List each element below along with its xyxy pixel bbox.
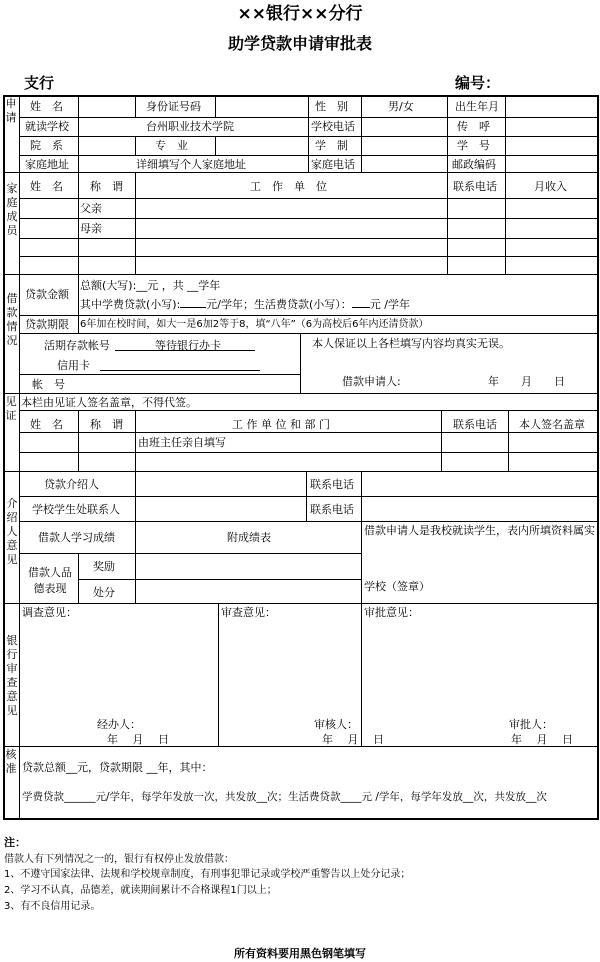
sex-value: 男/女	[388, 100, 414, 113]
witness-sign-label: 本人签名盖章	[519, 418, 585, 431]
contact-label: 学校学生处联系人	[32, 503, 120, 516]
guarantee-text: 本人保证以上各栏填写内容均真实无误。	[312, 337, 510, 350]
branch-label: 支行	[24, 74, 55, 92]
loan-amount-label: 贷款金额	[25, 288, 69, 301]
family-name-label: 姓 名	[30, 180, 63, 193]
notes-item-1: 1、不遵守国家法律、法规和学校规章制度，有刑事犯罪记录或学校严重警告以上处分记录；	[4, 869, 411, 880]
birth-label: 出生年月	[455, 100, 499, 113]
side-witness: 见证	[5, 395, 17, 422]
length-label: 学 制	[315, 139, 348, 152]
postcode-label: 邮政编码	[452, 158, 496, 171]
name-label: 姓 名	[30, 100, 63, 113]
side-family: 家庭成员	[6, 182, 18, 237]
school-note: 借款申请人是我校就读学生，表内所填资料属实	[364, 524, 595, 537]
account-value: 等待银行办卡	[155, 339, 221, 352]
approve-line2: 学费贷款______元/学年，每学年发放一次，共发放__次；生活费贷款____元 /学年，每学年发放__次，共发放__次	[22, 791, 547, 803]
father-label: 父亲	[80, 202, 102, 215]
side-applicant: 申请	[5, 97, 17, 124]
footer-note: 所有资料要用黑色钢笔填写	[234, 947, 366, 960]
survey-label: 调查意见：	[22, 606, 77, 619]
side-intro: 介绍人意见	[6, 497, 18, 566]
notes-title: 注：	[4, 836, 26, 849]
sex-label: 性 别	[315, 100, 348, 113]
loan-fees-line: 其中学费贷款(小写): 元/学年；生活费贷款(小写）： 元 /学年	[80, 298, 410, 311]
reviewer-label: 审核人：	[314, 718, 358, 731]
approver-label: 审批人：	[509, 718, 553, 731]
dept-label: 院 系	[30, 139, 63, 152]
reviewer-date: 年 月 日	[322, 733, 384, 746]
side-loan: 借款情况	[6, 292, 18, 347]
handler-date: 年 月 日	[107, 733, 169, 746]
number-label: 编号：	[455, 74, 501, 92]
loan-period-value: 6年加在校时间，如大一是6加2等于8，填“八年”（6为高校后6年内还清贷款）	[80, 319, 429, 330]
school-phone-label: 学校电话	[311, 120, 355, 133]
grades-value: 附成绩表	[227, 531, 271, 544]
card-underline	[100, 370, 260, 371]
home-phone-label: 家庭电话	[311, 158, 355, 171]
address-value: 详细填写个人家庭地址	[136, 158, 246, 171]
address-label: 家庭地址	[25, 158, 69, 171]
bank-title: ××银行××分行	[237, 4, 363, 24]
id-label: 身份证号码	[146, 100, 201, 113]
card-label: 信用卡	[57, 359, 90, 372]
witness-note: 本栏由见证人签名盖章，不得代签。	[21, 396, 197, 409]
form-title: 助学贷款申请审批表	[227, 34, 372, 53]
major-label: 专 业	[155, 139, 188, 152]
family-phone-label: 联系电话	[453, 180, 497, 193]
witness-name-label: 姓 名	[30, 418, 63, 431]
family-work-label: 工 作 单 位	[250, 180, 327, 193]
introducer-label: 贷款介绍人	[44, 478, 99, 491]
approve-line1: 贷款总额__元，贷款期限 __年，其中：	[22, 761, 213, 774]
acct-label: 帐 号	[32, 378, 65, 391]
pager-label: 传 呼	[457, 120, 490, 133]
borrower-date: 年 月 日	[488, 375, 565, 388]
family-relation-label: 称 谓	[90, 180, 123, 193]
loan-period-label: 贷款期限	[25, 318, 69, 331]
approval-label: 审批意见：	[364, 606, 419, 619]
borrower-label: 借款申请人:	[342, 375, 401, 388]
introducer-phone-label: 联系电话	[310, 478, 354, 491]
approver-date: 年 月 日	[511, 733, 573, 746]
side-approve: 核准	[5, 748, 17, 775]
account-label: 活期存款帐号	[44, 339, 110, 352]
school-label: 就读学校	[25, 120, 69, 133]
witness-work-label: 工 作 单 位 和 部 门	[232, 418, 330, 431]
notes-item-2: 2、学习不认真，品德差，就读期间累计不合格课程1门以上；	[4, 885, 277, 896]
notes-intro: 借款人有下列情况之一的，银行有权停止发放借款：	[4, 854, 234, 865]
conduct-label: 借款人品德表现	[28, 566, 72, 595]
handler-label: 经办人：	[97, 718, 141, 731]
loan-total-line: 总额(大写):__元 ，共 __学年	[80, 279, 221, 292]
school-stamp-label: 学校（签章）	[364, 580, 430, 593]
family-income-label: 月收入	[534, 180, 567, 193]
punish-label: 处分	[93, 586, 115, 599]
reward-label: 奖励	[93, 560, 115, 573]
witness-phone-label: 联系电话	[453, 418, 497, 431]
student-no-label: 学 号	[457, 139, 490, 152]
notes-item-3: 3、有不良信用记录。	[4, 901, 101, 912]
witness-fill-note: 由班主任亲自填写	[138, 436, 226, 449]
school-value: 台州职业技术学院	[146, 120, 234, 133]
review-label: 审查意见：	[221, 606, 276, 619]
witness-relation-label: 称 谓	[90, 418, 123, 431]
grades-label: 借款人学习成绩	[38, 531, 115, 544]
side-bank: 银行审查意见	[6, 634, 18, 717]
mother-label: 母亲	[80, 222, 102, 235]
contact-phone-label: 联系电话	[310, 503, 354, 516]
